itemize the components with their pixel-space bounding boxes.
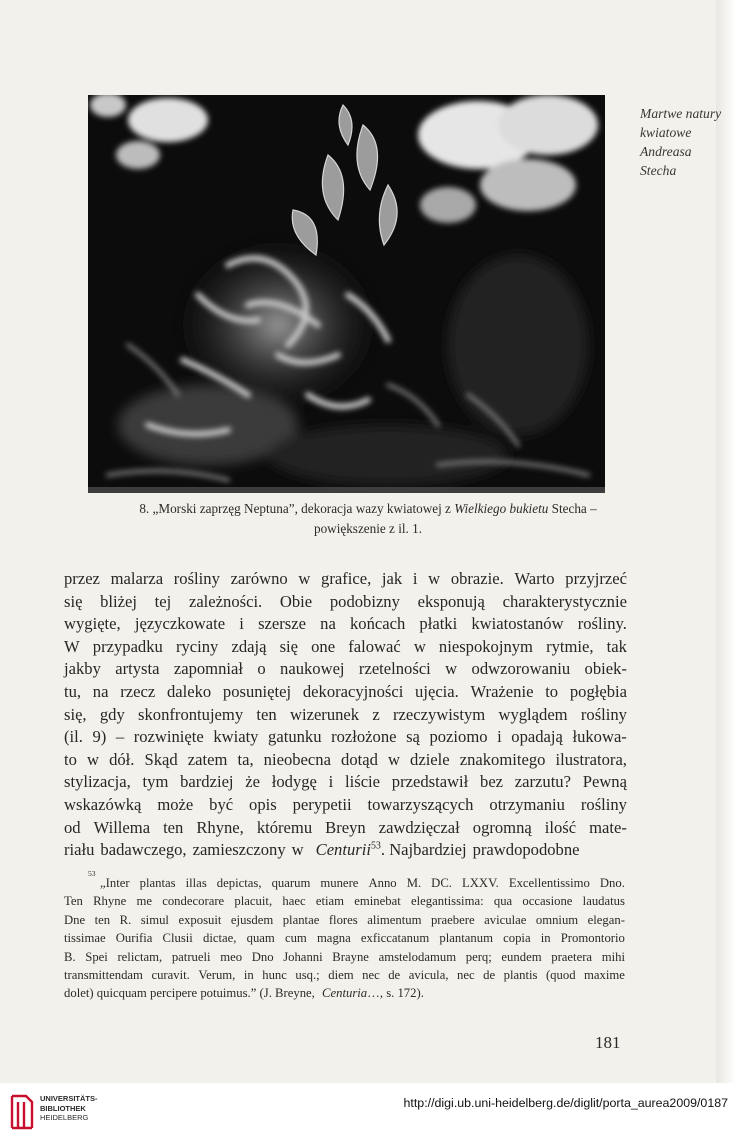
- footnote-word: Verum,: [198, 967, 236, 982]
- body-word: rzetelności: [358, 659, 431, 679]
- body-word: Rhyne,: [196, 817, 244, 837]
- body-word: od: [64, 817, 81, 837]
- body-word: z: [372, 704, 380, 724]
- footnote-line: [64, 929, 625, 947]
- footnote-word: diem: [328, 967, 354, 982]
- footnote-word: de: [388, 967, 401, 982]
- body-word: zatem: [187, 749, 228, 769]
- body-word: na: [320, 614, 336, 634]
- body-word: przypadku: [92, 636, 163, 656]
- body-word: otrzymaniu: [489, 794, 565, 814]
- body-word: tak: [606, 636, 627, 656]
- footnote-word: in: [540, 931, 551, 946]
- body-word: zapomniał: [173, 659, 243, 679]
- body-word: zależności.: [188, 591, 263, 611]
- footnote-word: copia: [503, 931, 531, 946]
- body-word: rytmie,: [546, 636, 594, 656]
- body-line: [64, 658, 627, 681]
- body-word: eksponują: [417, 591, 485, 611]
- footnote-word: dictae,: [202, 931, 237, 946]
- body-word: artysta: [115, 659, 160, 679]
- footnote-word: placuit,: [234, 894, 273, 909]
- footnote-line: [64, 911, 625, 929]
- body-word: Pewną: [582, 772, 627, 792]
- body-word: łodygę: [271, 772, 317, 792]
- body-word: stylizacja,: [64, 772, 131, 792]
- body-word: opadają: [511, 727, 563, 747]
- body-word: dotąd: [341, 749, 378, 769]
- figure-caption: [88, 499, 648, 539]
- body-word: daleko: [166, 681, 212, 701]
- footnote-word: Dno: [251, 949, 274, 964]
- page-number: 181: [595, 1033, 621, 1052]
- body-word: zdają: [231, 636, 267, 656]
- body-word: i: [239, 614, 244, 634]
- logo-line: UNIVERSITÄTS-: [40, 1094, 98, 1103]
- body-word: liście: [345, 772, 381, 792]
- footnote-line-last: [64, 984, 625, 1002]
- body-lines: [64, 568, 627, 839]
- body-word: jakby: [64, 659, 101, 679]
- caption-line-1: [88, 499, 648, 519]
- body-word: być: [209, 794, 234, 814]
- body-word: się: [64, 591, 83, 611]
- footnote-word: qua: [493, 894, 513, 909]
- body-word: rośliny.: [577, 614, 627, 634]
- body-word: naukowej: [280, 659, 345, 679]
- footnote-word: me: [136, 894, 152, 909]
- body-word: Warto: [514, 569, 555, 588]
- body-word: towarzyszących: [367, 794, 474, 814]
- footnote-word: depictas,: [216, 876, 262, 890]
- body-word: to: [64, 749, 77, 769]
- body-word: szersze: [258, 614, 306, 634]
- footnote-word: Spei: [85, 949, 108, 964]
- body-word: gdy: [99, 704, 125, 724]
- body-word: płatki: [419, 614, 458, 634]
- footnote-word: curavit.: [151, 967, 190, 982]
- body-word: jak: [381, 569, 403, 588]
- body-text: [64, 568, 627, 862]
- caption-line-2: powiększenie z il. 1.: [313, 521, 423, 536]
- footnote-word: hunc: [262, 967, 287, 982]
- footnote-word: Dne: [64, 912, 86, 927]
- footnote-word: occasione: [522, 894, 573, 909]
- footnote-word: alimentum: [367, 912, 422, 927]
- footnote-word: nec: [457, 967, 475, 982]
- footnote-last-text: dolet) quicquam percipere potuimus.” (J. Breyne, Centuria…, s. 172).: [64, 986, 424, 1001]
- body-word: że: [245, 772, 261, 792]
- caption-suffix: Stecha –: [548, 501, 597, 516]
- body-word: ogromną: [472, 817, 532, 837]
- body-word: bliżej: [100, 591, 137, 611]
- footnote-italic: Centuria: [322, 986, 368, 1001]
- margin-note-line: kwiatowe: [640, 125, 692, 140]
- footnote-word: maxime: [584, 967, 625, 982]
- caption-title: Wielkiego bukietu: [454, 501, 549, 516]
- footnote-word: haec: [282, 894, 306, 909]
- footer: [0, 1083, 736, 1143]
- body-word: grafice,: [321, 569, 372, 588]
- body-word: bez: [480, 772, 504, 792]
- body-word: pogłębia: [569, 681, 627, 701]
- body-word: dziele: [410, 749, 450, 769]
- body-word: ten: [256, 704, 277, 724]
- photo-illustration: [88, 95, 605, 493]
- body-line: [64, 636, 627, 659]
- footnote-line: [64, 966, 625, 984]
- footnote-word: quam: [246, 931, 275, 946]
- body-word: rośliny: [580, 794, 627, 814]
- body-word: kwiaty: [213, 727, 259, 747]
- body-word: w: [291, 840, 304, 860]
- body-word: obiek-: [584, 659, 627, 679]
- body-word: może: [157, 794, 194, 814]
- footnote-word: Clusii: [162, 931, 193, 946]
- footnote-word: simul: [140, 912, 169, 927]
- body-word: się: [279, 636, 299, 656]
- body-word: przyjrzeć: [565, 569, 627, 588]
- body-word: rośliny: [173, 569, 220, 588]
- body-line: [64, 794, 627, 817]
- body-word: one: [311, 636, 336, 656]
- body-word: zarzutu?: [514, 772, 571, 792]
- footnote-word: Ourifia: [115, 931, 153, 946]
- footnote-word: R.: [119, 912, 132, 927]
- body-word: Wrażenie: [470, 681, 534, 701]
- body-word: w: [428, 569, 441, 588]
- body-word: 9): [92, 727, 107, 747]
- body-word: rozłożone: [331, 727, 397, 747]
- footnote-word: Dno.: [599, 876, 625, 890]
- footnote-word: praebere: [430, 912, 475, 927]
- body-word: na: [92, 681, 109, 701]
- footnote-word: Johanni: [283, 949, 323, 964]
- body-word: ryciny: [175, 636, 219, 656]
- footnote-word: perq;: [465, 949, 492, 964]
- body-word: (il.: [64, 727, 83, 747]
- footnote-word: elegan-: [587, 912, 625, 927]
- logo-line: BIBLIOTHEK: [40, 1103, 86, 1113]
- body-word: i: [328, 772, 334, 792]
- body-word: rośliny: [580, 704, 627, 724]
- body-word: Breyn: [325, 817, 366, 837]
- body-word: skonfrontujemy: [138, 704, 244, 724]
- footnote-word: in: [243, 967, 254, 982]
- body-word: gatunku: [268, 727, 322, 747]
- body-word: języczkowate: [134, 614, 226, 634]
- footnote-word: etiam: [315, 894, 345, 909]
- caption-prefix: 8. „Morski zaprzęg Neptuna”, dekoracja wazy kwiatowej z: [139, 501, 455, 516]
- footnote-word: ejusdem: [230, 912, 274, 927]
- body-word: w: [298, 569, 311, 588]
- body-word: charakterystycznie: [502, 591, 627, 611]
- footnote-word: Ten: [64, 894, 83, 909]
- margin-note-line: Martwe natury: [640, 106, 722, 121]
- footnote-word: omnium: [535, 912, 579, 927]
- body-line: [64, 591, 627, 614]
- body-word: malarza: [110, 569, 164, 588]
- footnote-line: 53 „Inter plantas illas depictas, quarum munere Anno M. DC. LXXV. Excellentissimo Dno.: [64, 874, 625, 892]
- footnote-word: munere: [320, 876, 359, 890]
- body-word: znakomitego: [459, 749, 546, 769]
- footnote-word: plantae: [282, 912, 320, 927]
- margin-note-line: Andreasa: [640, 144, 692, 159]
- body-word: perypetii: [292, 794, 352, 814]
- footnote-word: ten: [94, 912, 111, 927]
- body-word: wskazówką: [64, 794, 142, 814]
- body-word: badawczego,: [100, 840, 187, 860]
- body-word: –: [115, 727, 125, 747]
- footnote-word: mihi: [601, 949, 625, 964]
- footnote-word: magna: [316, 931, 351, 946]
- body-word: wizerunek: [289, 704, 360, 724]
- footnote-word: aviculae: [484, 912, 527, 927]
- footnote-word: Promontorio: [560, 931, 625, 946]
- footnote-word: quarum: [271, 876, 311, 890]
- footnote-word: Brayne: [332, 949, 369, 964]
- body-word: rozwinięte: [133, 727, 204, 747]
- footnote-word: amstelodamum: [378, 949, 457, 964]
- body-word: łukowa-: [572, 727, 627, 747]
- body-word: ten: [163, 817, 184, 837]
- neptune-photo: [88, 95, 605, 493]
- body-word: nieobecna: [263, 749, 331, 769]
- body-word: Skąd: [144, 749, 178, 769]
- body-word: prawdopodobne: [472, 840, 580, 860]
- footnote-word: „Inter: [100, 876, 130, 890]
- body-word: się,: [64, 704, 87, 724]
- body-word: . Najbardziej: [380, 840, 467, 860]
- library-logo-text: [40, 1094, 98, 1123]
- footnote-word: eminebat: [354, 894, 401, 909]
- body-word: odwzorowaniu: [471, 659, 571, 679]
- body-word: w: [445, 659, 458, 679]
- footnote-word: exficcatanum: [360, 931, 430, 946]
- body-word: mate-: [589, 817, 627, 837]
- source-url[interactable]: http://digi.ub.uni-heidelberg.de/diglit/porta_aurea2009/0187: [403, 1096, 728, 1110]
- body-word: i: [412, 569, 418, 588]
- margin-note: [640, 104, 736, 180]
- body-word: ilość: [544, 817, 577, 837]
- body-word: zarówno: [230, 569, 288, 588]
- citation-title: Centurii: [315, 840, 371, 860]
- body-word: w: [387, 749, 400, 769]
- body-word: ujęcia.: [415, 681, 459, 701]
- footnote-word: condecorare: [162, 894, 225, 909]
- footnote-word: transmittendam: [64, 967, 143, 982]
- body-word: zamieszczony: [192, 840, 286, 860]
- body-word: tym: [142, 772, 169, 792]
- footnote: [64, 869, 625, 1003]
- footnote-line: [64, 948, 625, 966]
- body-word: ta,: [237, 749, 254, 769]
- footnote-word: flores: [328, 912, 358, 927]
- body-word: przez: [64, 569, 100, 588]
- body-line: [64, 568, 627, 591]
- body-line: [64, 817, 627, 840]
- body-word: któremu: [256, 817, 313, 837]
- body-line: [64, 749, 627, 772]
- library-logo-icon: [8, 1094, 36, 1130]
- body-word: o: [257, 659, 266, 679]
- body-word: tej: [154, 591, 172, 611]
- footnote-word: B.: [64, 949, 76, 964]
- body-word: tu,: [64, 681, 82, 701]
- body-line: [64, 613, 627, 636]
- body-line: [64, 681, 627, 704]
- body-word: to: [545, 681, 559, 701]
- body-word: rzecz: [120, 681, 156, 701]
- body-line: [64, 726, 627, 749]
- footnote-word: elegantissima:: [411, 894, 484, 909]
- footnote-word: eundem: [501, 949, 542, 964]
- body-word: bardziej: [180, 772, 234, 792]
- body-line-last: [64, 839, 627, 862]
- footnote-word: cum: [284, 931, 307, 946]
- body-word: są: [406, 727, 420, 747]
- body-word: opis: [249, 794, 277, 814]
- footnote-word: patrueli: [171, 949, 211, 964]
- body-word: riału: [64, 840, 95, 860]
- body-word: w: [413, 636, 426, 656]
- body-word: dekoracyjności: [302, 681, 404, 701]
- body-word: podobizny: [329, 591, 400, 611]
- footnote-word: praetera: [551, 949, 593, 964]
- body-word: dół.: [109, 749, 135, 769]
- footnote-word: plantas: [139, 876, 176, 890]
- footnote-word: laudatus: [582, 894, 625, 909]
- body-word: Willema: [93, 817, 151, 837]
- body-word: W: [64, 636, 80, 656]
- footnote-word: nec: [362, 967, 380, 982]
- footnote-word: exposuit: [178, 912, 222, 927]
- footnote-word: relictam,: [117, 949, 163, 964]
- body-line: [64, 704, 627, 727]
- body-word: końcach: [349, 614, 406, 634]
- body-word: wygięte,: [64, 614, 121, 634]
- footnote-word: (quod: [545, 967, 576, 982]
- margin-note-line: Stecha: [640, 163, 677, 178]
- footnote-word: illas: [185, 876, 207, 890]
- body-word: rzeczywistym: [393, 704, 486, 724]
- body-word: i: [497, 727, 502, 747]
- footnote-word: LXXV.: [462, 876, 499, 890]
- footnote-line: [64, 892, 625, 910]
- footnote-word: de: [483, 967, 496, 982]
- body-word: falować: [348, 636, 401, 656]
- body-word: obrazie.: [450, 569, 504, 588]
- body-word: ilustratora,: [555, 749, 627, 769]
- footnote-ref[interactable]: 53: [370, 840, 381, 852]
- body-word: zawdzięczał: [378, 817, 460, 837]
- body-word: kwiatostanów: [471, 614, 564, 634]
- footnote-word: tissimae: [64, 931, 106, 946]
- footnote-lines: [64, 869, 625, 984]
- body-word: wyglądem: [498, 704, 568, 724]
- footnote-word: plantis: [503, 967, 538, 982]
- body-citation: [316, 839, 381, 862]
- footnote-word: avicula,: [408, 967, 449, 982]
- logo-line: HEIDELBERG: [40, 1113, 89, 1122]
- footnote-word: meo: [220, 949, 243, 964]
- footnote-word: usq.;: [295, 967, 320, 982]
- body-word: przedstawił: [391, 772, 469, 792]
- body-word: poziomo: [429, 727, 488, 747]
- body-word: Obie: [279, 591, 313, 611]
- footnote-word: Anno: [368, 876, 397, 890]
- body-word: w: [87, 749, 99, 769]
- footnote-word: M.: [406, 876, 422, 890]
- footnote-word: Excellentissimo: [508, 876, 590, 890]
- body-word: niespokojnym: [438, 636, 533, 656]
- footnote-word: plantanum: [439, 931, 493, 946]
- body-line: [64, 771, 627, 794]
- footnote-word: Rhyne: [93, 894, 127, 909]
- footnote-word: DC.: [431, 876, 452, 890]
- body-word: posuniętej: [222, 681, 292, 701]
